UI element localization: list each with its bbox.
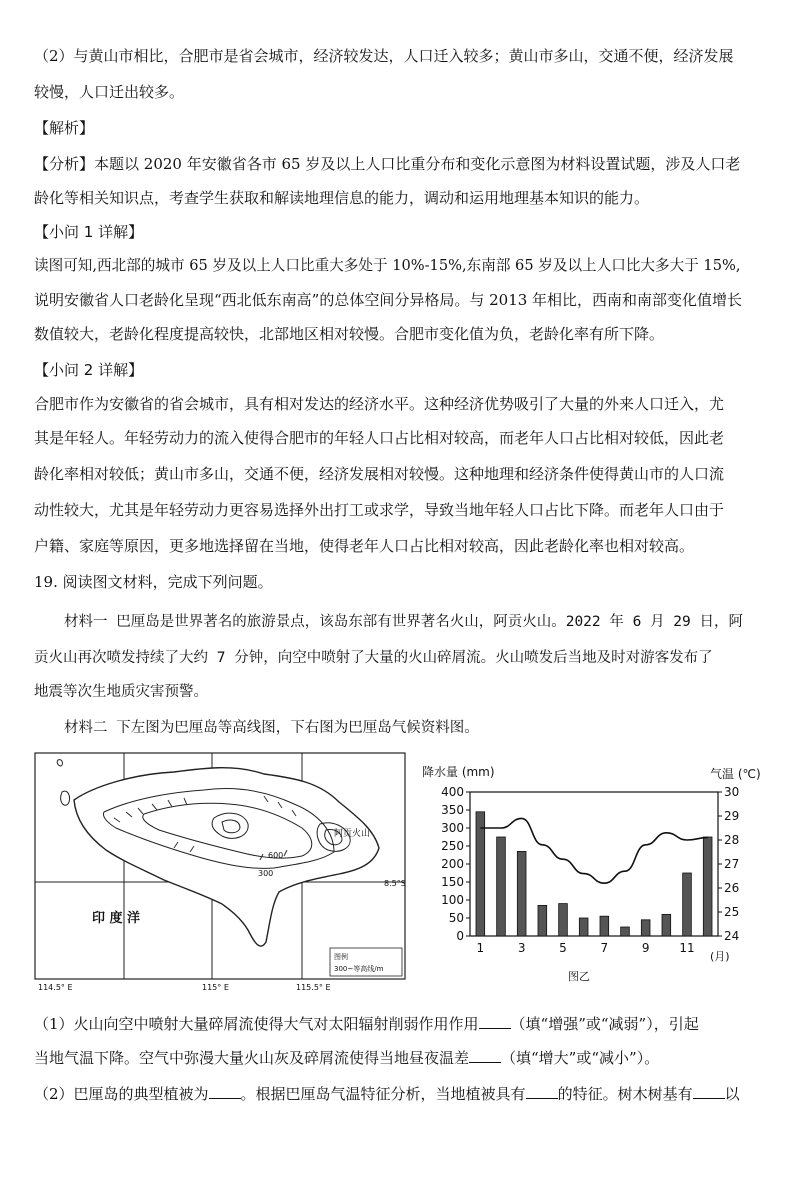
x-tick-label: 9 — [641, 941, 650, 955]
precipitation-bar — [559, 904, 568, 936]
volcano-label: 阿贡火山 — [334, 829, 371, 839]
precipitation-bar — [579, 918, 588, 936]
subquestion-text: （填“增强”或“减弱”），引起 — [510, 1015, 699, 1033]
legend-text: 300~等高线/m — [334, 965, 384, 973]
left-tick-label: 400 — [441, 785, 464, 799]
left-tick-label: 250 — [441, 839, 464, 853]
q2-line: 龄化率相对较低；黄山市多山，交通不便，经济发展相对较慢。这种地理和经济条件使得黄山市的人口流 — [34, 465, 725, 483]
contour-300-label: 300 — [258, 869, 274, 878]
left-tick-label: 100 — [441, 893, 464, 907]
answer-blank[interactable] — [209, 1084, 241, 1099]
subquestion-1-line — [34, 1014, 699, 1034]
right-tick-label: 25 — [724, 905, 740, 919]
q1-line: 读图可知,西北部的城市 65 岁及以上人口比重大多处于 10%-15%,东南部 65 岁及以上人口比大多大于 15%, — [34, 257, 741, 274]
contour-600-label: 600 — [268, 851, 284, 860]
q2-line: 合肥市作为安徽省的省会城市，具有相对发达的经济水平。这种经济优势吸引了大量的外来人口迁入，尤 — [34, 395, 725, 413]
right-tick-label: 28 — [724, 833, 740, 847]
right-tick-label: 30 — [724, 785, 740, 799]
subquestion-text: （2）巴厘岛的典型植被为 — [34, 1085, 209, 1103]
analysis-line — [34, 154, 740, 174]
x-tick-label: 7 — [600, 941, 609, 955]
left-tick-label: 300 — [441, 821, 464, 835]
precipitation-bar — [641, 920, 650, 936]
precipitation-bar — [600, 916, 609, 936]
small-island — [57, 760, 62, 766]
right-tick-label: 26 — [724, 881, 740, 895]
q2-line: 其是年轻人。年轻劳动力的流入使得合肥市的年轻人口占比相对较高，而老年人口占比相对较低，因此老 — [34, 429, 725, 447]
ocean-label: 印 度 洋 — [92, 911, 141, 926]
q2-label: 【小问 2 详解】 — [34, 361, 144, 379]
precipitation-bar — [662, 914, 671, 936]
left-tick-label: 50 — [448, 911, 464, 925]
precipitation-bar — [476, 812, 485, 936]
small-island — [61, 791, 70, 805]
answer-line: 较慢，人口迁出较多。 — [34, 83, 185, 101]
q2-line: 动性较大，尤其是年轻劳动力更容易选择外出打工或求学，导致当地年轻人口占比下降。而老年人口由于 — [34, 501, 725, 519]
answer-line: （2）与黄山市相比，合肥市是省会城市，经济较发达，人口迁入较多；黄山市多山，交通不便，经济发展 — [34, 47, 734, 65]
subquestion-1-line — [34, 1048, 659, 1068]
precipitation-bar — [703, 837, 712, 936]
jiexi-label: 【解析】 — [34, 119, 95, 137]
subquestion-text: 以 — [724, 1085, 740, 1103]
x-tick-label: 5 — [559, 941, 567, 955]
longitude-label: 114.5° E — [38, 983, 73, 992]
precipitation-bar — [497, 837, 506, 936]
subquestion-text: （1）火山向空中喷射大量碎屑流使得大气对太阳辐射削弱作用作用 — [34, 1015, 479, 1033]
subquestion-2-line — [34, 1084, 740, 1104]
analysis-text: 本题以 2020 年安徽省各市 65 岁及以上人口比重分布和变化示意图为材料设置试题，涉及人口老 — [94, 155, 741, 173]
material-2-line: 材料二 下左图为巴厘岛等高线图，下右图为巴厘岛气候资料图。 — [64, 720, 479, 736]
precipitation-bar — [683, 873, 692, 936]
question-19-title: 19. 阅读图文材料，完成下列问题。 — [34, 573, 273, 591]
subquestion-text: （填“增大”或“减小”）。 — [501, 1049, 660, 1067]
q1-line: 说明安徽省人口老龄化呈现“西北低东南高”的总体空间分异格局。与 2013 年相比，西南和南部变化值增长 — [34, 291, 743, 309]
plot-frame — [470, 792, 718, 936]
longitude-label: 115.5° E — [296, 983, 331, 992]
q2-line: 户籍、家庭等原因，更多地选择留在当地，使得老年人口占比相对较高，因此老龄化率也相对较高。 — [34, 537, 695, 555]
bali-contour-map — [34, 752, 406, 992]
left-tick-label: 200 — [441, 857, 464, 871]
climate-chart — [418, 764, 778, 990]
answer-blank[interactable] — [526, 1084, 558, 1099]
q1-line: 数值较大，老龄化程度提高较快，北部地区相对较慢。合肥市变化值为负，老龄化率有所下降。 — [34, 325, 665, 343]
x-tick-label: 3 — [517, 941, 526, 955]
analysis-line: 龄化等相关知识点，考查学生获取和解读地理信息的能力，调动和运用地理基本知识的能力。 — [34, 189, 650, 207]
q1-label: 【小问 1 详解】 — [34, 223, 144, 241]
left-axis-title: 降水量 (mm) — [422, 765, 495, 779]
fenxi-label: 【分析】 — [34, 155, 95, 173]
latitude-label: 8.5°S — [384, 879, 406, 888]
answer-blank[interactable] — [469, 1048, 501, 1063]
answer-blank[interactable] — [479, 1014, 511, 1029]
chart-title: 图乙 — [568, 970, 590, 983]
precipitation-bar — [538, 905, 547, 936]
material-1-line: 贡火山再次喷发持续了大约 7 分钟，向空中喷射了大量的火山碎屑流。火山喷发后当地及时对游客发布了 — [34, 650, 713, 666]
right-axis-title: 气温 (℃) — [710, 767, 761, 781]
precipitation-bar — [621, 927, 630, 936]
x-tick-label: 1 — [476, 941, 485, 955]
legend-title: 图例 — [334, 953, 348, 961]
subquestion-text: 。根据巴厘岛气温特征分析，当地植被具有 — [240, 1085, 526, 1103]
material-1-line: 地震等次生地质灾害预警。 — [34, 684, 208, 700]
x-unit-label: (月) — [710, 950, 730, 963]
left-tick-label: 150 — [441, 875, 464, 889]
answer-blank[interactable] — [693, 1084, 725, 1099]
left-tick-label: 350 — [441, 803, 464, 817]
subquestion-text: 的特征。树木树基有 — [557, 1085, 693, 1103]
subquestion-text: 当地气温下降。空气中弥漫大量火山灰及碎屑流使得当地昼夜温差 — [34, 1049, 470, 1067]
right-tick-label: 27 — [724, 857, 740, 871]
left-tick-label: 0 — [456, 929, 464, 943]
material-1-line: 材料一 巴厘岛是世界著名的旅游景点，该岛东部有世界著名火山，阿贡火山。2022 年 6 月 29 日，阿 — [64, 614, 743, 630]
x-tick-label: 11 — [679, 941, 695, 955]
longitude-label: 115° E — [202, 983, 229, 992]
temperature-line — [480, 818, 707, 883]
right-tick-label: 24 — [724, 929, 740, 943]
right-tick-label: 29 — [724, 809, 740, 823]
precipitation-bar — [517, 851, 526, 936]
